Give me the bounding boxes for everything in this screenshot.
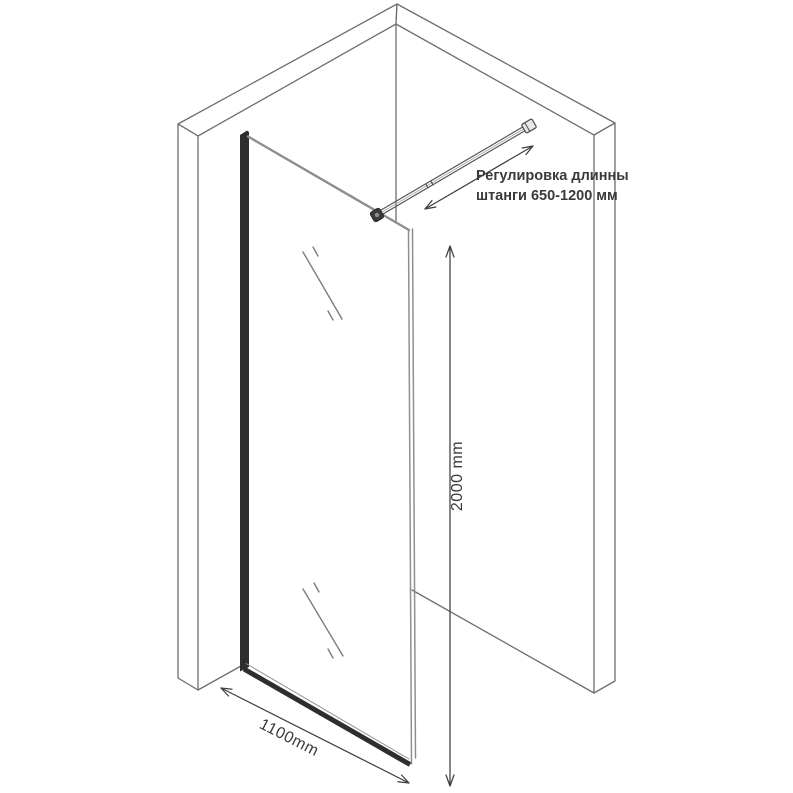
rod-adjustment-label-line1: Регулировка длинны [476,168,629,184]
height-dimension [446,246,466,786]
height-dimension-label: 2000 mm [449,440,466,512]
glass-right-edge-front [409,231,412,764]
right-wall-floor-edge [412,590,594,693]
bottom-profile [244,669,410,765]
width-dimension-label: 1100mm [256,715,322,761]
left-wall-floor-edge [198,666,241,690]
glass-bottom-line [246,664,409,760]
right-wall-top-face [396,4,615,135]
glass-panel [240,131,416,765]
glass-reflection-lower [303,583,343,658]
right-wall-end-face [594,123,615,693]
glass-right-edge-back [413,229,416,758]
width-dimension [221,688,409,783]
rod-adjustment-label-line2: штанги 650-1200 мм [476,188,618,204]
glass-reflection-upper [303,247,342,320]
left-wall-end-face [178,124,198,690]
glass-top-edge [248,137,409,231]
diagonal-double-arrow-icon [221,688,409,783]
vertical-double-arrow-icon [446,246,454,786]
left-wall-top-face [178,4,397,136]
right-wall [396,4,615,693]
left-wall [178,4,397,690]
wall-profile [240,131,249,672]
